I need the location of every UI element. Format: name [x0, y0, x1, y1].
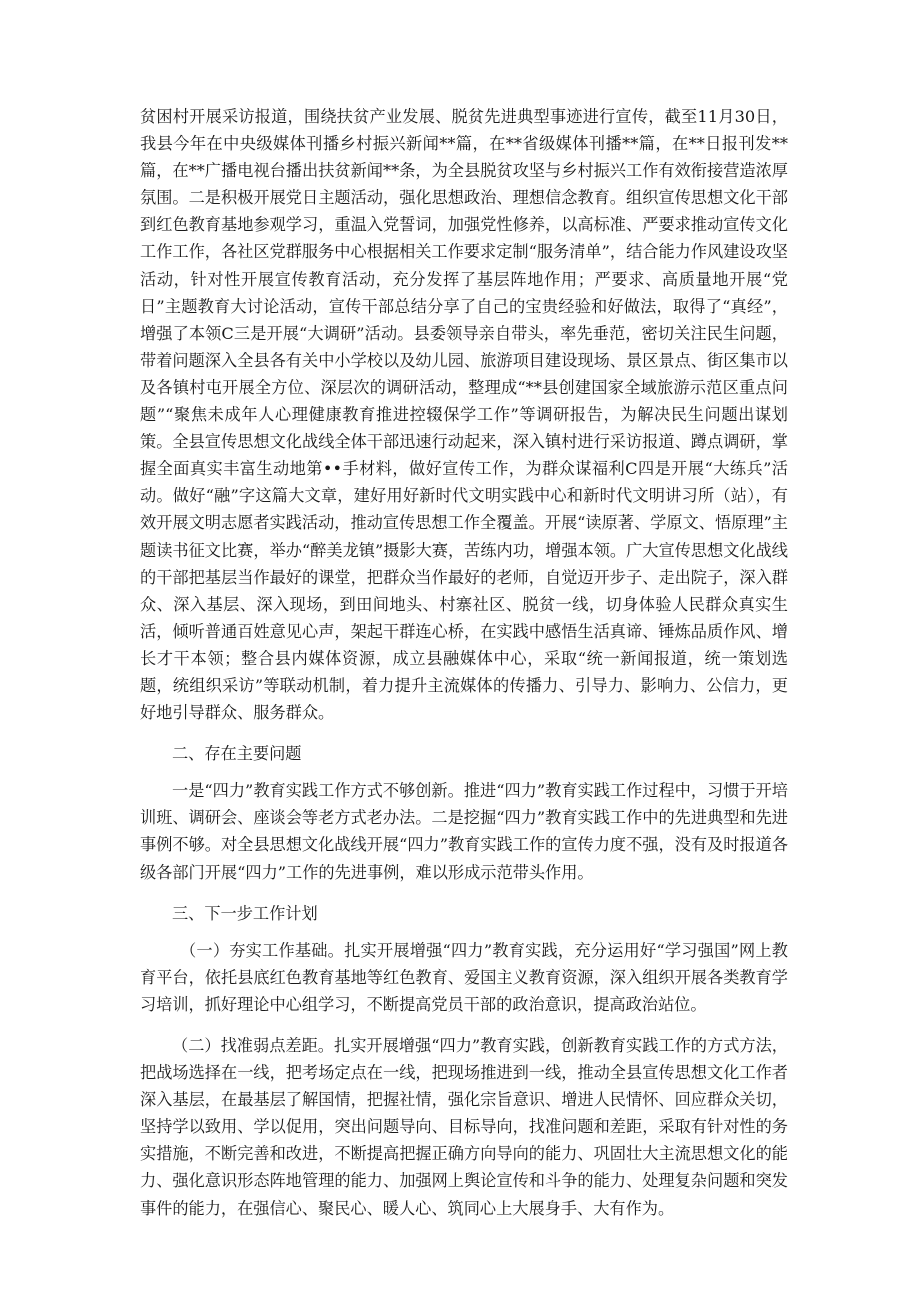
- paragraph-problems: 一是“四力”教育实践工作方式不够创新。推进“四力”教育实践工作过程中，习惯于开培训班、调研会、座谈会等老方式老办法。二是挖掘“四力”教育实践工作中的先进典型和先进事例不够。对全县思想文化战线开展“四力”教育实践工作的宣传力度不强，没有及时报道各级各部门开展“四力”工作的先进事例，难以形成示范带头作用。: [140, 781, 788, 882]
- paragraph-plan-gaps: （二）找准弱点差距。扎实开展增强“四力”教育实践，创新教育实践工作的方式方法，把战场选择在一线，把考场定点在一线，把现场推进到一线，推动全县宣传思想文化工作者深入基层，在最基层了解国情，把握社情，强化宗旨意识、增进人民情怀、回应群众关切，坚持学以致用、学以促用，突出问题导向、目标导向，找准问题和差距，采取有针对性的务实措施，不断完善和改进，不断提高把握正确方向导向的能力、巩固壮大主流思想文化的能力、强化意识形态阵地管理的能力、加强网上舆论宣传和斗争的能力、处理复杂问题和突发事件的能力，在强信心、聚民心、暖人心、筑同心上大展身手、大有作为。: [140, 1036, 788, 1218]
- document-body: [140, 103, 788, 1222]
- paragraph-plan-foundation: （一）夯实工作基础。扎实开展增强“四力”教育实践，充分运用好“学习强国”网上教育平台，依托县底红色教育基地等红色教育、爱国主义教育资源，深入组织开展各类教育学习培训，抓好理论中心组学习，不断提高党员干部的政治意识，提高政治站位。: [140, 940, 788, 1014]
- section-heading-problems: 二、存在主要问题: [172, 744, 302, 764]
- section-heading-next-plan: 三、下一步工作计划: [172, 903, 318, 923]
- paragraph-activities: 贫困村开展采访报道，围绕扶贫产业发展、脱贫先进典型事迹进行宣传，截至11月30日，我县今年在中央级媒体刊播乡村振兴新闻**篇，在**省级媒体刊播**篇，在**日报刊发**篇，在**广播电视台播出扶贫新闻**条，为全县脱贫攻坚与乡村振兴工作有效衔接营造浓厚氛围。二是积极开展党日主题活动，强化思想政治、理想信念教育。组织宣传思想文化干部到红色教育基地参观学习，重温入党誓词，加强党性修养，以高标准、严要求推动宣传文化工作工作，各社区党群服务中心根据相关工作要求定制“服务清单”，结合能力作风建设攻坚活动，针对性开展宣传教育活动，充分发挥了基层阵地作用；严要求、高质量地开展“党日”主题教育大讨论活动，宣传干部总结分享了自己的宝贵经验和好做法，取得了“真经”，增强了本领C三是开展“大调研”活动。县委领导亲自带头，率先垂范，密切关注民生问题，带着问题深入全县各有关中小学校以及幼儿园、旅游项目建设现场、景区景点、街区集市以及各镇村屯开展全方位、深层次的调研活动，整理成“**县创建国家全域旅游示范区重点问题”“聚焦未成年人心理健康教育推进控辍保学工作”等调研报告，为解决民生问题出谋划策。全县宣传思想文化战线全体干部迅速行动起来，深入镇村进行采访报道、蹲点调研，掌握全面真实丰富生动地第••手材料，做好宣传工作，为群众谋福利C四是开展“大练兵”活动。做好“融”字这篇大文章，建好用好新时代文明实践中心和新时代文明讲习所（站），有效开展文明志愿者实践活动，推动宣传思想工作全覆盖。开展“读原著、学原文、悟原理”主题读书征文比赛，举办“醉美龙镇”摄影大赛，苦练内功，增强本领。广大宣传思想文化战线的干部把基层当作最好的课堂，把群众当作最好的老师，自觉迈开步子、走出院子，深入群众、深入基层、深入现场，到田间地头、村寨社区、脱贫一线，切身体验人民群众真实生活，倾听普通百姓意见心声，架起干群连心桥，在实践中感悟生活真谛、锤炼品质作风、增长才干本领；整合县内媒体资源，成立县融媒体中心，采取“统一新闻报道，统一策划选题，统组织采访”等联动机制，着力提升主流媒体的传播力、引导力、影响力、公信力，更好地引导群众、服务群众。: [140, 107, 788, 723]
